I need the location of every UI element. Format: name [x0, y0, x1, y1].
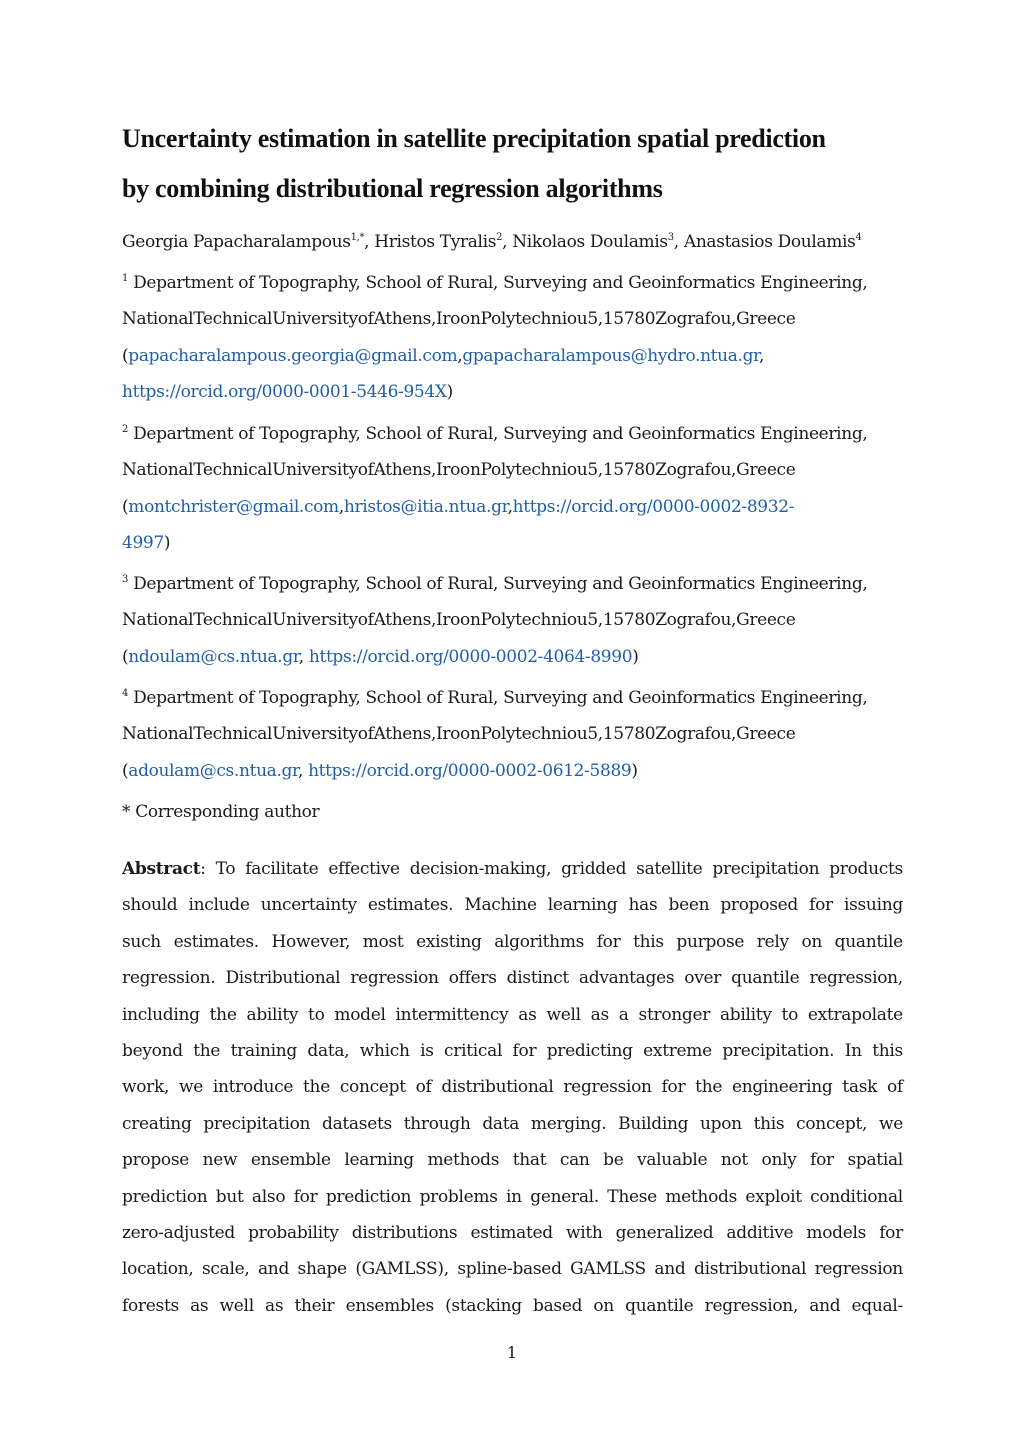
title-line-1: Uncertainty estimation in satellite precipitation spatial prediction — [122, 124, 826, 153]
abstract-line-1: should include uncertainty estimates. Machine learning has been proposed for issuing — [122, 895, 903, 916]
corresponding-author-note: * Corresponding author — [122, 802, 320, 822]
author-name: Georgia Papacharalampous — [122, 232, 351, 252]
title-line-2: by combining distributional regression algorithms — [122, 174, 663, 203]
abstract-line-8: propose new ensemble learning methods that can be valuable not only for spatial — [122, 1150, 903, 1171]
affil-number: 1 — [122, 273, 129, 284]
author-affil-sup: 4 — [855, 232, 862, 243]
abstract — [122, 851, 903, 1324]
author-affil-sup: 1,* — [350, 232, 365, 243]
orcid-link[interactable]: https://orcid.org/0000-0002-0612-5889 — [308, 760, 632, 781]
orcid-link[interactable]: https://orcid.org/0000-0002-4064-8990 — [308, 646, 633, 667]
affiliation-4: $^4$ Department of Topography, School of Rural, Surveying and Geoinformatics Engineering, NationalTechnicalUniversityofAthens,IroonPolytechniou5,15780Zografou,Greece (adoulam@cs.ntua.gr, https://orcid.org/0000-0002-0612-5889) — [122, 688, 868, 781]
abstract-line-2: such estimates. However, most existing algorithms for this purpose rely on quantile — [122, 931, 903, 952]
page-number: 1 — [506, 1343, 518, 1362]
email-link[interactable]: adoulam@cs.ntua.gr — [128, 760, 298, 781]
affiliation-3: $^3$ Department of Topography, School of Rural, Surveying and Geoinformatics Engineering, NationalTechnicalUniversityofAthens,IroonPolytechniou5,15780Zografou,Greece (ndoulam@cs.ntua.gr, https://orcid.org/0000-0002-4064-8990) — [122, 574, 868, 667]
abstract-line-5: beyond the training data, which is critical for predicting extreme precipitation. In this — [122, 1041, 903, 1062]
abstract-line-0: Abstract: To facilitate effective decision-making, gridded satellite precipitation products — [122, 859, 903, 879]
abstract-line-6: work, we introduce the concept of distributional regression for the engineering task of — [122, 1077, 903, 1098]
affiliation-2: $^2$ Department of Topography, School of Rural, Surveying and Geoinformatics Engineering, NationalTechnicalUniversityofAthens,IroonPolytechniou5,15780Zografou,Greece (montchrister@gmail.com,hristos@itia.ntua.gr,https://orcid.org/0000-0002-8932- 4997) — [122, 424, 868, 553]
abstract-line-7: creating precipitation datasets through data merging. Building upon this concept, we — [122, 1113, 903, 1134]
author-list: Georgia Papacharalampous$^{1,*}$, Hristos Tyralis$^2$, Nikolaos Doulamis$^3$, Anastasios Doulamis$^4$ — [122, 232, 862, 252]
abstract-line-9: prediction but also for prediction problems in general. These methods exploit conditional — [122, 1186, 903, 1207]
abstract-line-10: zero-adjusted probability distributions estimated with generalized additive models for — [122, 1223, 903, 1244]
abstract-line-11: location, scale, and shape (GAMLSS), spline-based GAMLSS and distributional regression — [122, 1259, 903, 1280]
author-name: Anastasios Doulamis — [683, 232, 856, 252]
abstract-line-3: regression. Distributional regression offers distinct advantages over quantile regression, — [122, 968, 903, 989]
affiliation-1: $^1$ Department of Topography, School of Rural, Surveying and Geoinformatics Engineering, NationalTechnicalUniversityofAthens,IroonPolytechniou5,15780Zografou,Greece (papacharalampous.georgia@gmail.com,gpapacharalampous@hydro.ntua.gr, https://orcid.org/0000-0001-5446-954X) — [122, 273, 868, 402]
author-name: Hristos Tyralis — [374, 232, 497, 252]
abstract-label: Abstract — [122, 859, 201, 879]
email-link[interactable]: papacharalampous.georgia@gmail.com — [128, 345, 458, 366]
orcid-link[interactable]: https://orcid.org/0000-0001-5446-954X — [122, 381, 447, 402]
email-link[interactable]: montchrister@gmail.com — [128, 496, 339, 517]
abstract-line-12: forests as well as their ensembles (stacking based on quantile regression, and equal- — [122, 1295, 903, 1316]
author-affil-sup: 3 — [667, 232, 674, 243]
abstract-line-4: including the ability to model intermittency as well as a stronger ability to extrapolate — [122, 1004, 903, 1025]
paper-title — [122, 114, 903, 214]
email-link[interactable]: ndoulam@cs.ntua.gr — [128, 646, 299, 667]
orcid-link[interactable]: https://orcid.org/0000-0002-8932- — [512, 496, 795, 517]
author-name: Nikolaos Doulamis — [512, 232, 668, 252]
orcid-link-continued[interactable]: 4997 — [122, 532, 164, 553]
affil-number: 4 — [122, 688, 129, 699]
author-affil-sup: 2 — [496, 232, 503, 243]
email-link[interactable]: hristos@itia.ntua.gr — [343, 496, 508, 517]
affil-number: 3 — [122, 574, 129, 585]
affil-number: 2 — [122, 424, 129, 435]
email-link[interactable]: gpapacharalampous@hydro.ntua.gr — [462, 345, 760, 366]
